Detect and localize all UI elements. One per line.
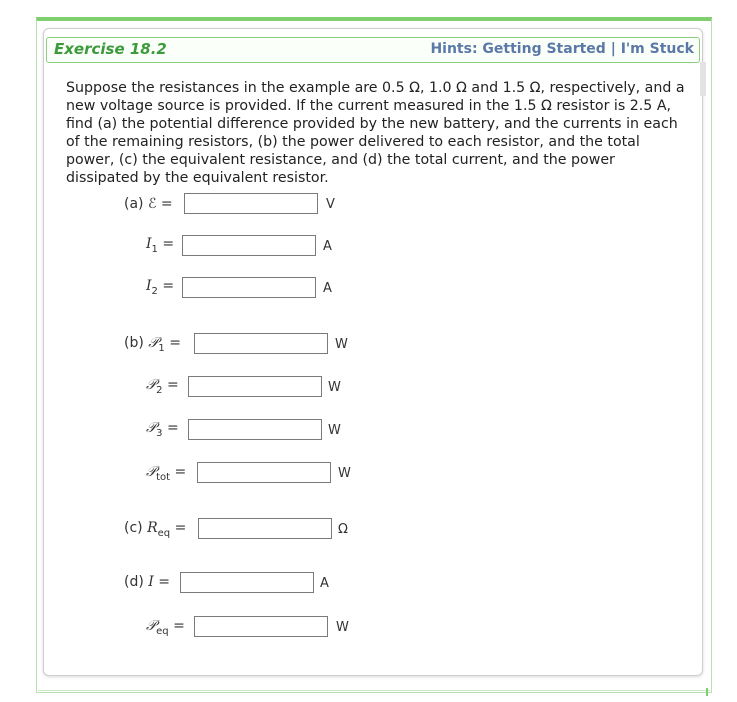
p3-unit: W	[328, 423, 341, 438]
req-label	[124, 520, 186, 539]
part-c-prefix: (c)	[124, 520, 143, 536]
part-d-prefix: (d)	[124, 574, 144, 590]
problem-statement: Suppose the resistances in the example are 0.5 Ω, 1.0 Ω and 1.5 Ω, respectively, and a new voltage source is provided. If the current measured in the 1.5 Ω resistor is 2.5 A, find (a) the potential difference provided by the new battery, and the currents in each of the remaining resistors, (b) the power delivered to each resistor, and the total power, (c) the equivalent resistance, and (d) the total current, and the power dissipated by the equivalent resistor.	[66, 80, 685, 186]
emf-unit: V	[326, 197, 335, 212]
p1-sub: 1	[158, 342, 165, 354]
ptot-label	[146, 464, 186, 483]
itot-label	[124, 574, 170, 590]
i1-label	[146, 236, 174, 255]
exercise-title: Exercise 18.2	[54, 40, 167, 58]
p1-eq: =	[169, 335, 181, 351]
p3-label	[146, 420, 179, 439]
peq-label	[146, 618, 185, 637]
i2-label	[146, 278, 174, 297]
p1-input[interactable]	[194, 333, 328, 354]
i1-eq: =	[162, 236, 175, 252]
req-sub: eq	[157, 527, 171, 539]
hints-bar	[430, 41, 694, 57]
itot-input[interactable]	[180, 572, 314, 593]
ptot-symbol: 𝒫	[146, 464, 157, 480]
p3-sub: 3	[156, 427, 163, 439]
p3-symbol: 𝒫	[146, 420, 157, 436]
i1-input[interactable]	[182, 235, 316, 256]
i1-symbol: I	[146, 236, 152, 252]
req-eq: =	[174, 520, 187, 536]
emf-symbol: ℰ	[147, 196, 157, 212]
p2-sub: 2	[156, 384, 163, 396]
i2-eq: =	[162, 278, 175, 294]
req-symbol: R	[147, 520, 158, 536]
p1-symbol: 𝒫	[148, 335, 159, 351]
ptot-unit: W	[338, 466, 351, 481]
i1-sub: 1	[151, 243, 158, 255]
peq-unit: W	[336, 620, 349, 635]
part-a-prefix: (a)	[124, 196, 144, 212]
peq-symbol: 𝒫	[146, 618, 157, 634]
peq-input[interactable]	[194, 616, 328, 637]
p2-input[interactable]	[188, 376, 322, 397]
p1-label	[124, 335, 181, 354]
req-unit: Ω	[338, 522, 348, 537]
hint-getting-started-link[interactable]: Hints: Getting Started	[430, 41, 606, 57]
p3-eq: =	[166, 420, 179, 436]
i2-symbol: I	[146, 278, 152, 294]
req-input[interactable]	[198, 518, 332, 539]
p2-eq: =	[166, 377, 179, 393]
peq-eq: =	[173, 618, 185, 634]
scrollbar[interactable]	[700, 62, 706, 96]
itot-eq: =	[158, 574, 170, 590]
p1-unit: W	[335, 337, 348, 352]
p3-input[interactable]	[188, 419, 322, 440]
i1-unit: A	[323, 239, 332, 254]
ptot-eq: =	[174, 464, 187, 480]
emf-label	[124, 196, 173, 212]
itot-unit: A	[320, 576, 329, 591]
part-b-prefix: (b)	[124, 335, 144, 351]
bottom-divider	[38, 690, 710, 691]
i2-sub: 2	[151, 285, 158, 297]
hint-im-stuck-link[interactable]: I'm Stuck	[620, 41, 694, 57]
ptot-input[interactable]	[197, 462, 331, 483]
peq-sub: eq	[156, 625, 169, 637]
hint-separator: |	[610, 41, 616, 57]
emf-eq: =	[160, 196, 173, 212]
p2-label	[146, 377, 179, 396]
itot-symbol: I	[148, 574, 154, 590]
i2-unit: A	[323, 281, 332, 296]
i2-input[interactable]	[182, 277, 316, 298]
corner-tick	[706, 688, 708, 696]
p2-unit: W	[328, 380, 341, 395]
p2-symbol: 𝒫	[146, 377, 157, 393]
ptot-sub: tot	[156, 471, 171, 483]
emf-input[interactable]	[184, 193, 318, 214]
